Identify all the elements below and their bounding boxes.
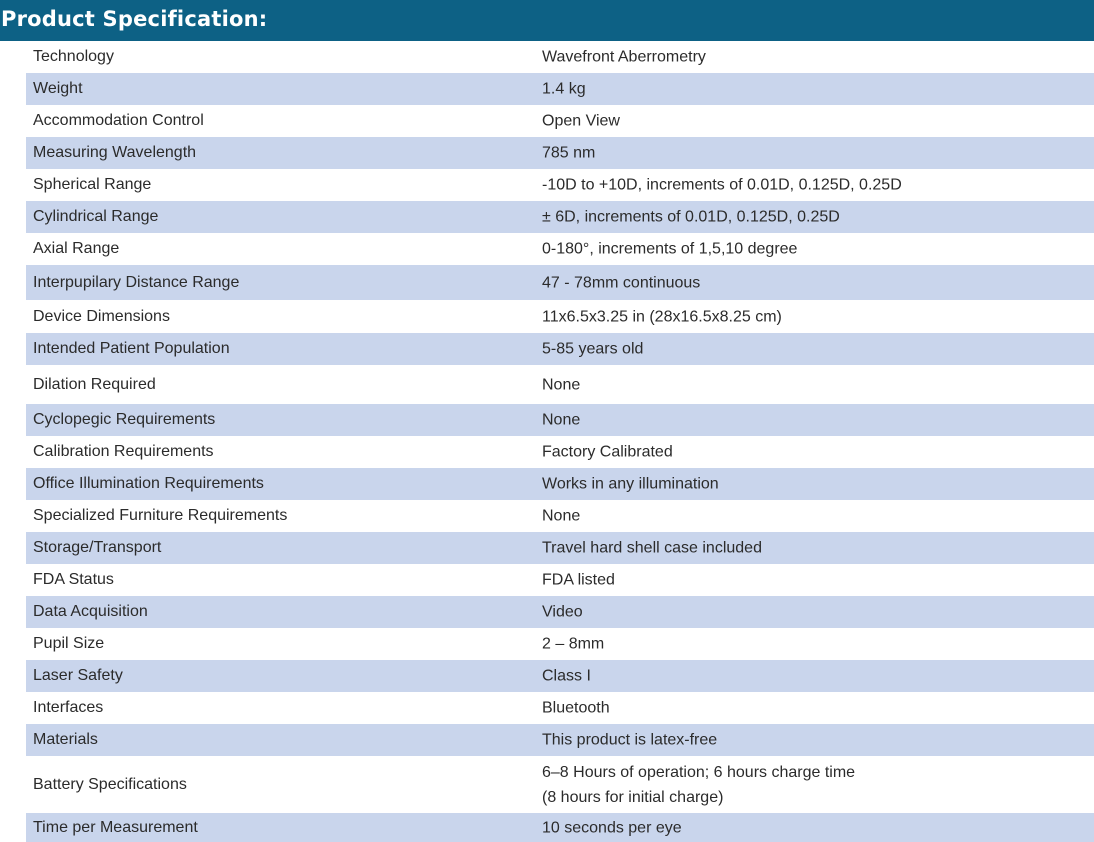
spec-value-line: -10D to +10D, increments of 0.01D, 0.125D, 0.25D xyxy=(542,176,902,194)
spec-value-line: 47 - 78mm continuous xyxy=(542,274,701,291)
spec-row xyxy=(26,404,1094,436)
spec-row xyxy=(0,41,1094,73)
spec-row xyxy=(0,628,1094,660)
spec-label: Time per Measurement xyxy=(33,818,198,836)
spec-label: Laser Safety xyxy=(33,667,123,684)
spec-label: Technology xyxy=(33,48,114,65)
spec-value xyxy=(542,504,580,529)
spec-value-line: None xyxy=(542,411,581,429)
spec-value xyxy=(542,760,855,810)
spec-label: Interfaces xyxy=(33,699,104,716)
spec-label: Intended Patient Population xyxy=(33,340,230,357)
spec-value xyxy=(542,536,762,561)
spec-label: Measuring Wavelength xyxy=(33,144,197,161)
spec-value-line: 10 seconds per eye xyxy=(542,819,682,836)
spec-value xyxy=(542,696,610,721)
spec-value-line: 5-85 years old xyxy=(542,340,644,358)
spec-value-line: 785 nm xyxy=(542,144,596,162)
spec-row xyxy=(26,596,1094,628)
spec-value xyxy=(542,109,620,134)
spec-row xyxy=(0,105,1094,137)
spec-value-line: 2 – 8mm xyxy=(542,635,605,653)
spec-label: Weight xyxy=(33,80,83,97)
spec-value-line: None xyxy=(542,507,581,525)
spec-value-line: ± 6D, increments of 0.01D, 0.125D, 0.25D xyxy=(542,208,840,226)
spec-value-line: 6–8 Hours of operation; 6 hours charge time xyxy=(542,763,856,781)
spec-value xyxy=(542,372,580,397)
spec-row xyxy=(26,137,1094,169)
spec-label: Spherical Range xyxy=(33,176,152,193)
spec-header xyxy=(0,0,1094,41)
spec-value xyxy=(542,440,673,465)
spec-label: Pupil Size xyxy=(33,635,105,652)
spec-value-line: Class I xyxy=(542,667,591,685)
spec-row xyxy=(26,468,1094,500)
spec-label: Cyclopegic Requirements xyxy=(33,411,216,428)
spec-value-line: Travel hard shell case included xyxy=(542,539,762,557)
spec-value-line: Open View xyxy=(542,112,620,130)
spec-row xyxy=(0,756,1094,813)
spec-label: FDA Status xyxy=(33,571,114,588)
spec-label: Battery Specifications xyxy=(33,775,187,793)
spec-value-line: 0-180°, increments of 1,5,10 degree xyxy=(542,240,798,258)
spec-row xyxy=(26,724,1094,756)
spec-value-line: FDA listed xyxy=(542,571,615,589)
spec-value xyxy=(542,141,595,166)
spec-row xyxy=(0,169,1094,201)
spec-row xyxy=(26,265,1094,300)
spec-label: Axial Range xyxy=(33,240,120,257)
spec-value xyxy=(542,77,586,102)
spec-value xyxy=(542,728,717,753)
spec-row xyxy=(0,365,1094,404)
spec-label: Accommodation Control xyxy=(33,112,204,129)
spec-value xyxy=(542,337,643,362)
spec-row xyxy=(0,564,1094,596)
spec-value-line: 1.4 kg xyxy=(542,80,586,98)
spec-value xyxy=(542,632,604,657)
spec-row xyxy=(0,692,1094,724)
spec-value xyxy=(542,664,591,689)
spec-row xyxy=(0,436,1094,468)
spec-label: Specialized Furniture Requirements xyxy=(33,507,288,524)
spec-row xyxy=(0,300,1094,333)
spec-label: Device Dimensions xyxy=(33,307,170,325)
spec-row xyxy=(0,500,1094,532)
spec-label: Materials xyxy=(33,731,98,748)
spec-row xyxy=(0,233,1094,265)
spec-row xyxy=(26,201,1094,233)
spec-row xyxy=(26,333,1094,365)
spec-value xyxy=(542,408,580,433)
spec-label: Cylindrical Range xyxy=(33,208,159,225)
spec-row xyxy=(26,660,1094,692)
spec-row xyxy=(26,532,1094,564)
spec-title: Product Specification: xyxy=(1,7,268,31)
spec-value-line: Factory Calibrated xyxy=(542,443,673,461)
spec-value-line: Video xyxy=(542,603,583,621)
spec-value xyxy=(542,237,797,262)
spec-value xyxy=(542,472,719,497)
spec-value-line: Works in any illumination xyxy=(542,475,719,493)
spec-value-line: This product is latex-free xyxy=(542,731,718,749)
spec-value xyxy=(542,205,840,230)
spec-row xyxy=(26,813,1094,842)
spec-value xyxy=(542,600,583,625)
spec-value-line: None xyxy=(542,376,581,393)
spec-label: Calibration Requirements xyxy=(33,443,214,460)
spec-value xyxy=(542,270,700,295)
spec-label: Storage/Transport xyxy=(33,539,162,556)
spec-value xyxy=(542,304,782,329)
spec-table xyxy=(0,41,1094,842)
spec-value-line: Bluetooth xyxy=(542,699,610,717)
spec-value xyxy=(542,173,902,198)
spec-label: Office Illumination Requirements xyxy=(33,475,264,492)
spec-value-line: 11x6.5x3.25 in (28x16.5x8.25 cm) xyxy=(542,308,782,325)
spec-row xyxy=(26,73,1094,105)
spec-label: Dilation Required xyxy=(33,375,156,393)
spec-value-line: (8 hours for initial charge) xyxy=(542,788,724,806)
spec-value xyxy=(542,568,615,593)
spec-value-line: Wavefront Aberrometry xyxy=(542,48,706,66)
spec-label: Data Acquisition xyxy=(33,603,148,620)
spec-value xyxy=(542,45,706,70)
spec-value xyxy=(542,815,682,840)
spec-label: Interpupilary Distance Range xyxy=(33,273,240,291)
